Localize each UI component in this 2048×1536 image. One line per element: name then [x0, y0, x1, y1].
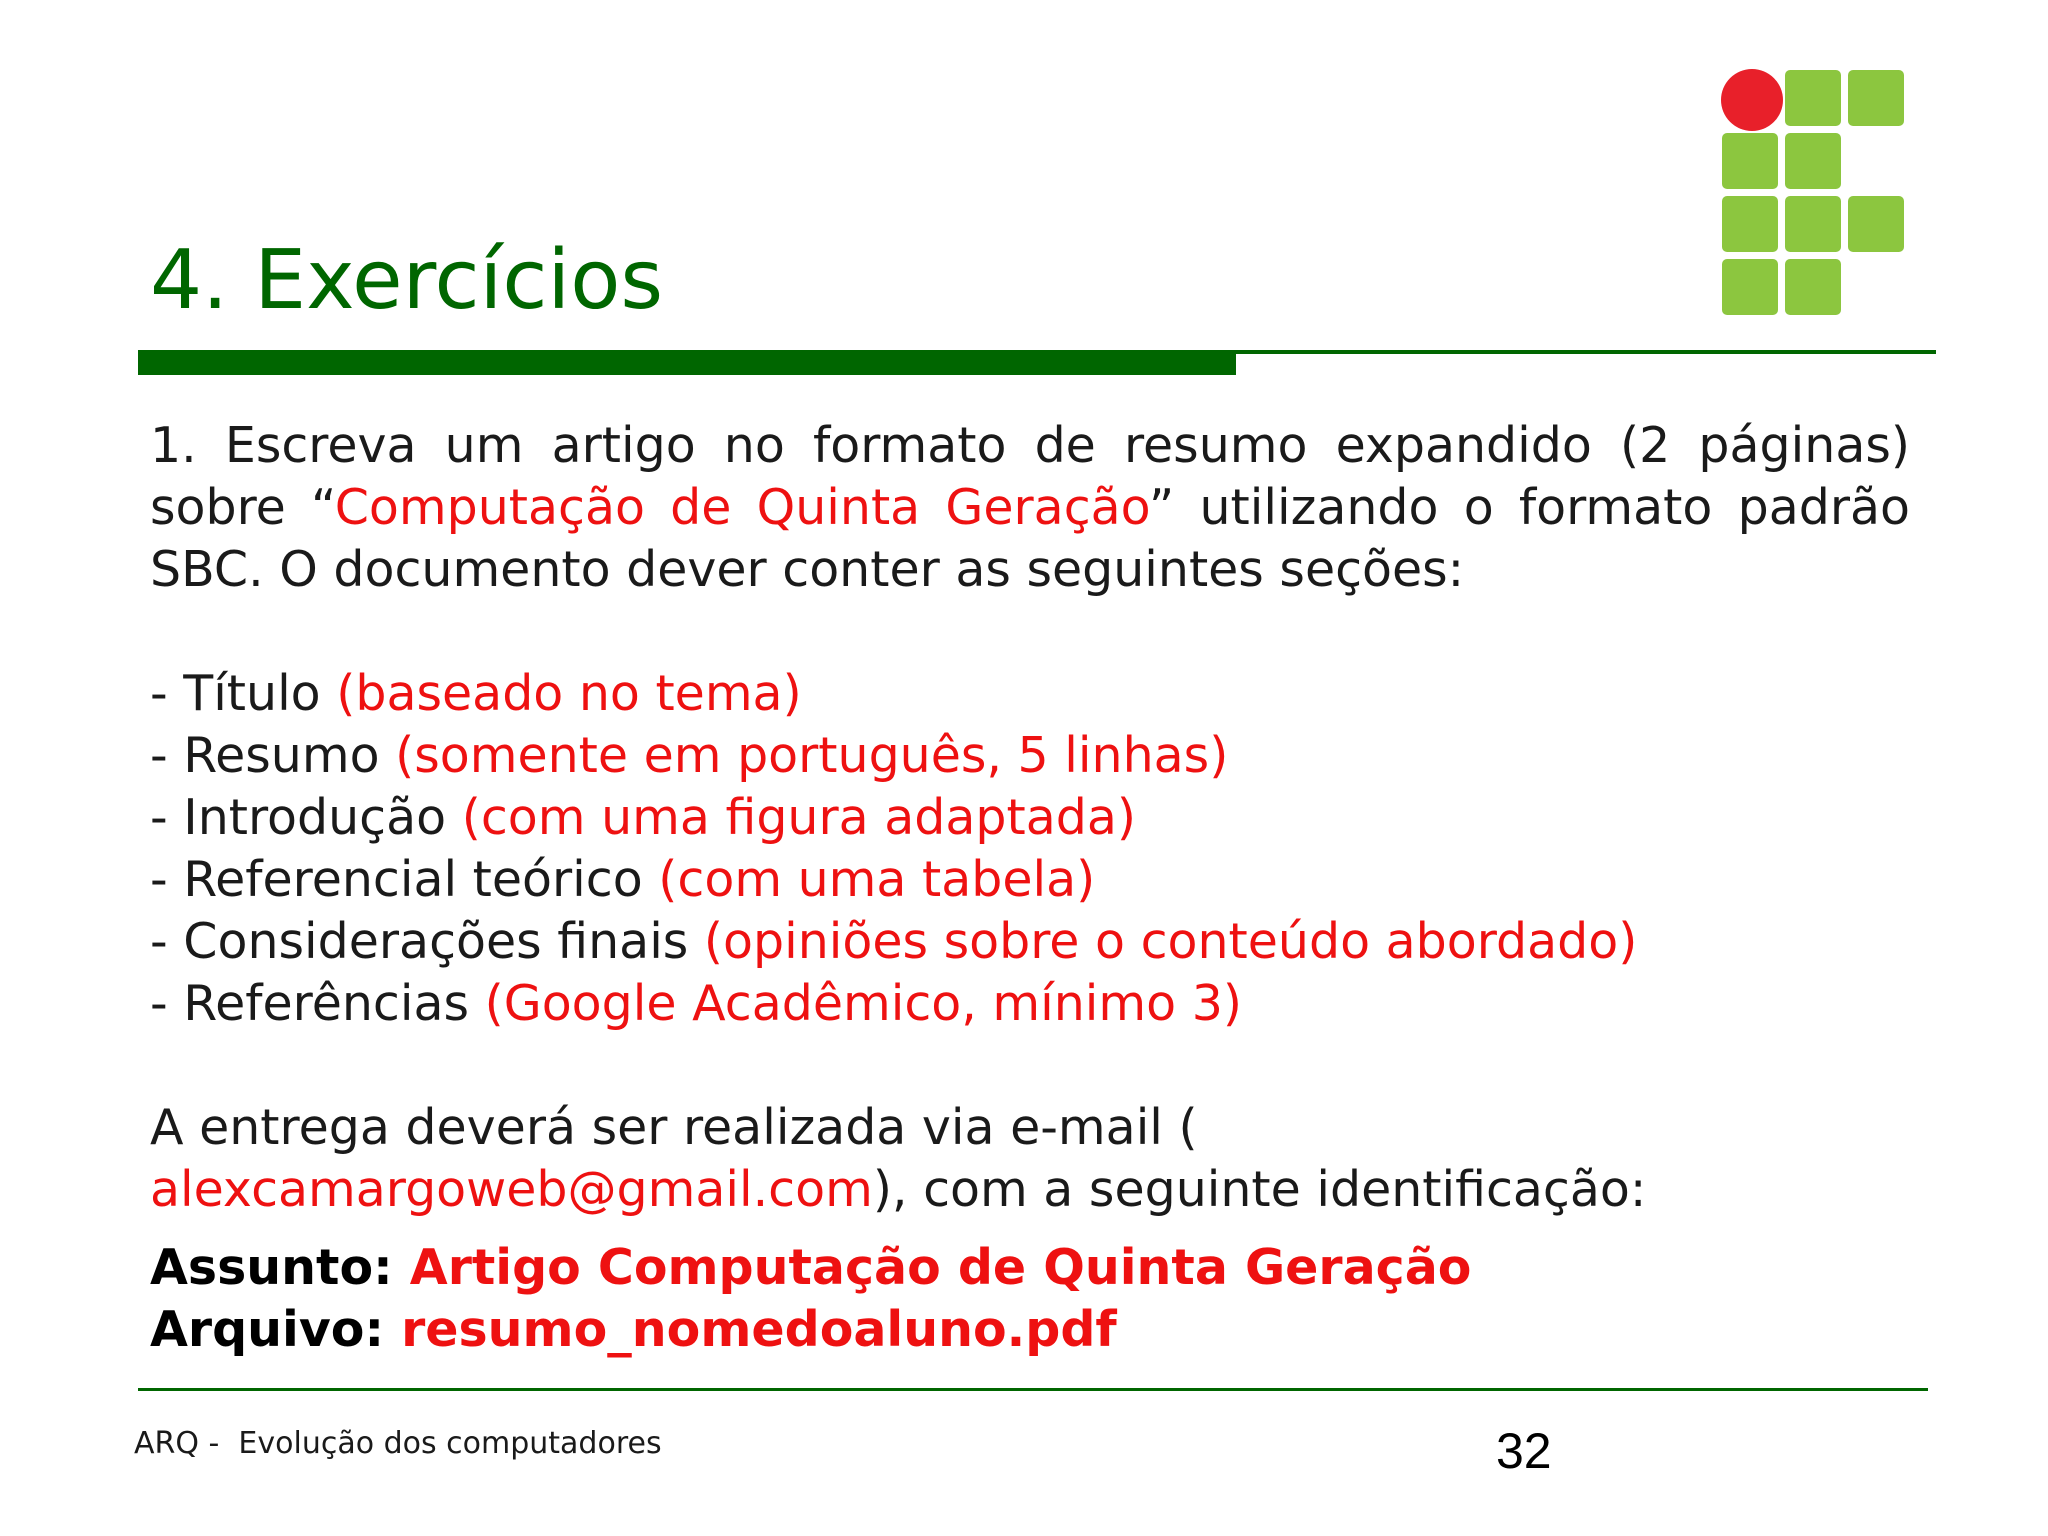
list-item: - Considerações finais (opiniões sobre o conteúdo abordado)	[150, 913, 1638, 970]
logo-square	[1848, 196, 1904, 252]
list-item: - Referencial teórico (com uma tabela)	[150, 851, 1096, 908]
logo-square	[1785, 259, 1841, 315]
delivery-instructions: A entrega deverá ser realizada via e-mail ( alexcamargoweb@gmail.com), com a seguinte identificação:	[150, 1099, 1647, 1218]
list-item: - Introdução (com uma figura adaptada)	[150, 789, 1136, 846]
slide-title: 4. Exercícios	[150, 233, 664, 328]
institute-logo-icon	[1720, 68, 1920, 328]
list-item: - Referências (Google Acadêmico, mínimo 3)	[150, 975, 1242, 1032]
subject-line: Assunto: Artigo Computação de Quinta Geração	[150, 1239, 1472, 1296]
file-line: Arquivo: resumo_nomedoaluno.pdf	[150, 1301, 1117, 1358]
required-sections-list	[150, 663, 1910, 1035]
title-divider-thick	[138, 351, 1236, 375]
slide-content	[150, 415, 1910, 1361]
exercise-topic: Computação de Quinta Geração	[334, 479, 1149, 536]
list-item: - Resumo (somente em português, 5 linhas)	[150, 727, 1229, 784]
logo-square	[1722, 259, 1778, 315]
logo-square	[1722, 133, 1778, 189]
submission-identification	[150, 1237, 1910, 1361]
logo-circle	[1721, 69, 1783, 131]
email-link[interactable]: alexcamargoweb@gmail.com	[150, 1161, 873, 1218]
footer-course: ARQ - Evolução dos computadores	[134, 1426, 662, 1461]
logo-square	[1848, 70, 1904, 126]
logo-square	[1722, 196, 1778, 252]
logo-square	[1785, 133, 1841, 189]
footer-divider	[138, 1388, 1928, 1391]
page-number: 32	[1496, 1423, 1552, 1479]
logo-square	[1785, 70, 1841, 126]
list-item: - Título (baseado no tema)	[150, 665, 802, 722]
logo-square	[1785, 196, 1841, 252]
exercise-statement: 1. Escreva um artigo no formato de resumo expandido (2 páginas) sobre “Computação de Quinta Geração” utilizando o formato padrão SBC. O documento dever conter as seguintes seções:	[150, 417, 1910, 598]
